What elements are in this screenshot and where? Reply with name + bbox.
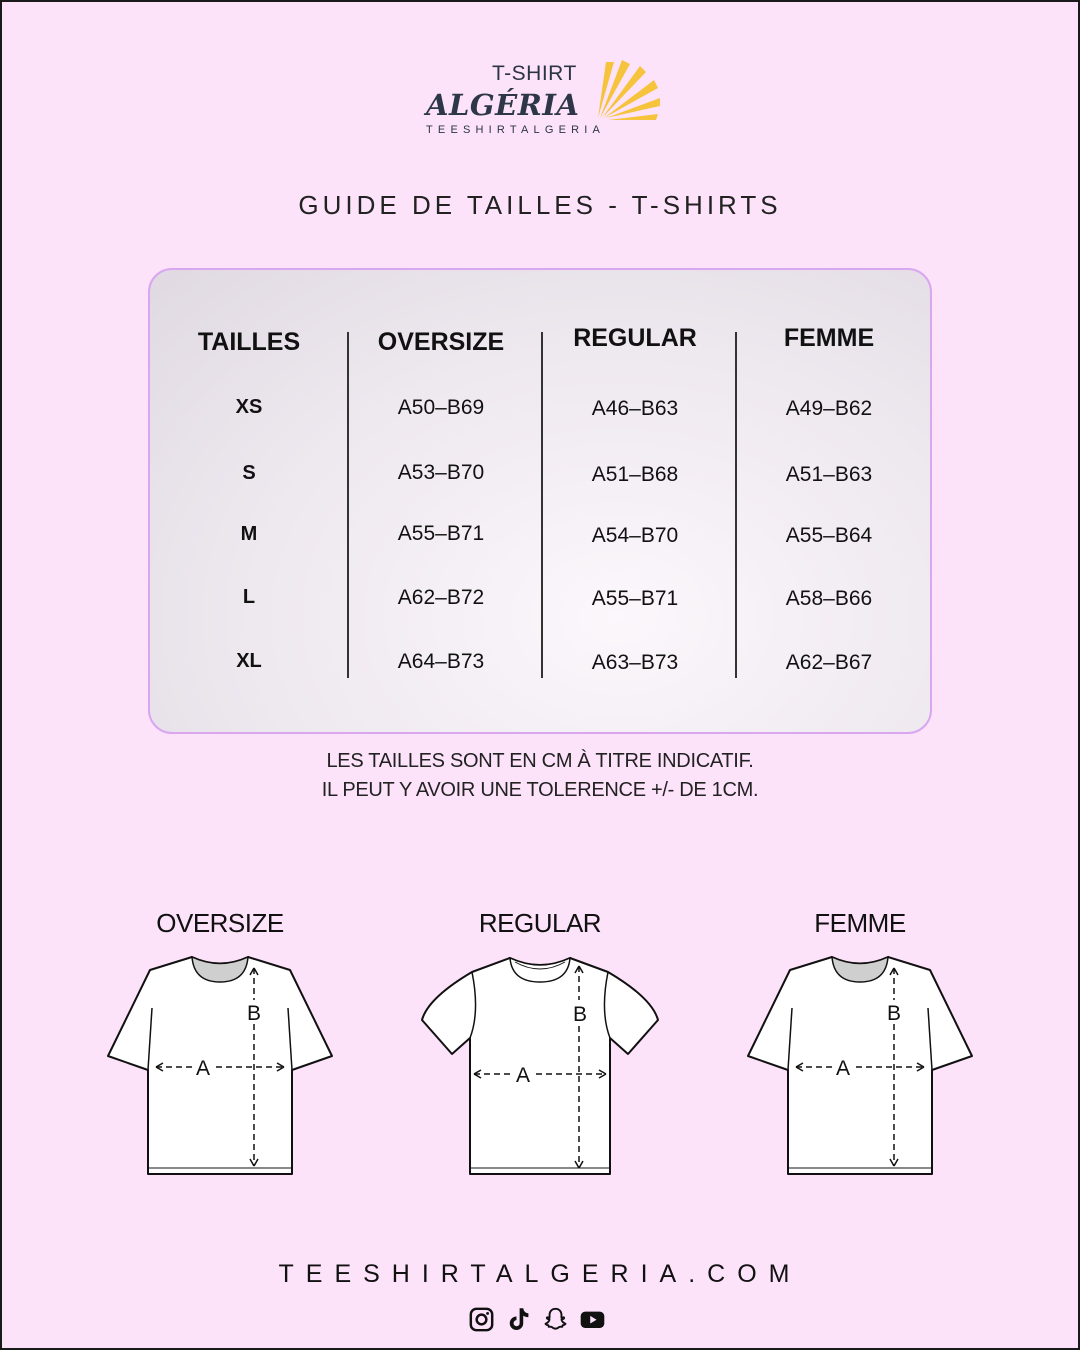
sun-rays-icon [596, 56, 662, 122]
length-label: B [246, 1002, 262, 1025]
header-tailles: TAILLES [197, 328, 301, 356]
femme-tshirt-diagram [744, 952, 976, 1178]
logo-line-2: ALGÉRIA [426, 88, 580, 122]
table-cell: A58–B66 [785, 587, 873, 610]
table-cell: A55–B64 [785, 524, 873, 547]
table-cell: A63–B73 [591, 651, 679, 674]
logo-line-1: T-SHIRT [492, 62, 577, 85]
column-divider [735, 332, 737, 678]
size-xl: XL [236, 650, 262, 672]
table-cell: A46–B63 [591, 397, 679, 420]
note-line-2: IL PEUT Y AVOIR UNE TOLERENCE +/- DE 1CM. [321, 779, 759, 801]
page-title: GUIDE DE TAILLES - T-SHIRTS [298, 190, 782, 220]
header-oversize: OVERSIZE [377, 328, 505, 356]
width-label: A [515, 1064, 531, 1087]
regular-tshirt-diagram [420, 952, 660, 1178]
length-label: B [572, 1003, 588, 1026]
size-m: M [240, 523, 258, 545]
shirt-label-regular: REGULAR [478, 908, 602, 938]
header-regular: REGULAR [573, 324, 697, 352]
table-cell: A49–B62 [785, 397, 873, 420]
snapchat-icon[interactable] [542, 1306, 569, 1333]
table-cell: A62–B67 [785, 651, 873, 674]
tiktok-icon[interactable] [505, 1306, 532, 1333]
oversize-tshirt-diagram [104, 952, 336, 1178]
table-cell: A53–B70 [397, 461, 485, 484]
size-table-card [148, 268, 932, 734]
table-cell: A62–B72 [397, 586, 485, 609]
table-cell: A51–B63 [785, 463, 873, 486]
width-label: A [835, 1057, 851, 1080]
header-femme: FEMME [783, 324, 875, 352]
instagram-icon[interactable] [468, 1306, 495, 1333]
table-cell: A55–B71 [591, 587, 679, 610]
logo-line-3: TEESHIRTALGERIA [426, 124, 606, 136]
youtube-icon[interactable] [579, 1306, 606, 1333]
table-cell: A54–B70 [591, 524, 679, 547]
size-s: S [242, 462, 256, 484]
shirt-label-oversize: OVERSIZE [156, 908, 284, 938]
column-divider [347, 332, 349, 678]
size-l: L [242, 586, 256, 608]
table-cell: A64–B73 [397, 650, 485, 673]
social-links [468, 1306, 612, 1334]
column-divider [541, 332, 543, 678]
length-label: B [886, 1002, 902, 1025]
brand-logo[interactable] [420, 52, 670, 142]
shirt-label-femme: FEMME [814, 908, 906, 938]
table-cell: A50–B69 [397, 396, 485, 419]
table-cell: A55–B71 [397, 522, 485, 545]
width-label: A [195, 1057, 211, 1080]
website-link[interactable]: TEESHIRTALGERIA.COM [278, 1260, 802, 1288]
table-cell: A51–B68 [591, 463, 679, 486]
size-xs: XS [235, 396, 263, 418]
note-line-1: LES TAILLES SONT EN CM À TITRE INDICATIF. [326, 750, 754, 772]
